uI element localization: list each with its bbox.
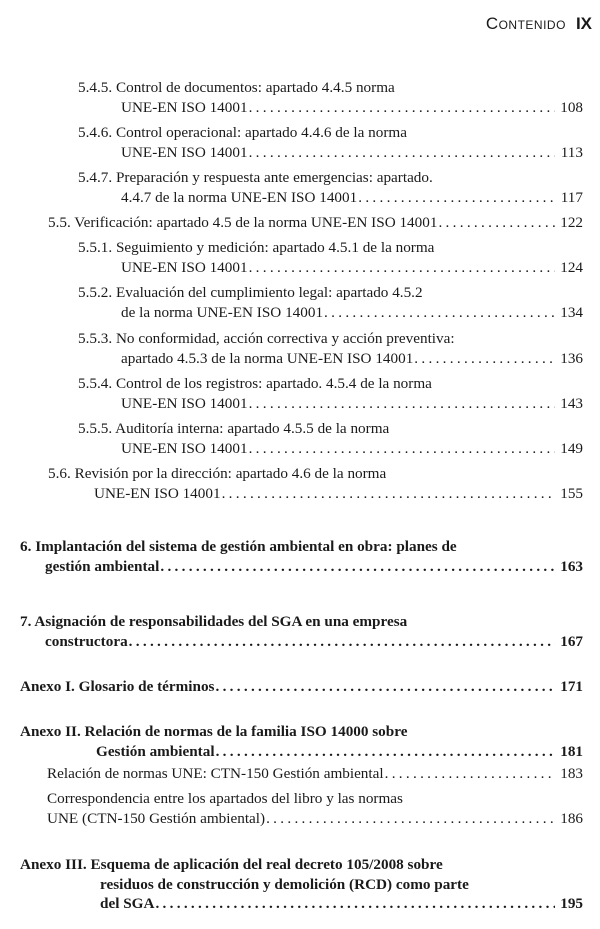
toc-entry[interactable]	[0, 612, 583, 651]
dot-leader	[324, 303, 555, 323]
dot-leader	[249, 394, 555, 414]
dot-leader	[414, 349, 555, 369]
toc-entry-text: UNE-EN ISO 14001	[121, 258, 248, 276]
toc-entry-line	[0, 677, 583, 697]
toc-entry-line	[0, 213, 583, 233]
toc-entry-line	[0, 894, 583, 914]
toc-entry-line	[0, 283, 583, 303]
toc-entry-text: constructora	[45, 632, 128, 650]
dot-leader	[249, 143, 555, 163]
toc-entry-text: 5.4.6. Control operacional: apartado 4.4.6 de la norma	[78, 124, 407, 141]
toc-entry-line	[0, 329, 583, 349]
toc-entry-text: Anexo I. Glosario de términos	[20, 678, 215, 695]
toc-entry-text: 5.5. Verificación: apartado 4.5 de la norma UNE-EN ISO 14001	[48, 214, 438, 231]
toc-entry[interactable]	[0, 78, 583, 117]
toc-entry-line	[0, 394, 583, 414]
running-header	[486, 14, 592, 34]
toc-entry[interactable]	[0, 123, 583, 162]
toc-entry-text: UNE-EN ISO 14001	[121, 439, 248, 457]
toc-page-number: 136	[560, 349, 583, 367]
toc-page-number: 171	[560, 678, 583, 695]
toc-entry[interactable]	[0, 789, 583, 828]
toc-entry-line	[0, 632, 583, 652]
toc-page-number: 181	[560, 742, 583, 760]
toc-entry-text: UNE (CTN-150 Gestión ambiental)	[47, 809, 266, 827]
dot-leader	[222, 484, 555, 504]
toc-entry[interactable]	[0, 855, 583, 914]
toc-entry[interactable]	[0, 283, 583, 322]
toc-entry-text: del SGA	[100, 895, 155, 912]
toc-entry[interactable]	[0, 677, 583, 697]
toc-page-number: 186	[560, 809, 583, 827]
toc-entry-line	[0, 557, 583, 577]
toc-entry[interactable]	[0, 537, 583, 576]
toc-page-number: 113	[560, 143, 583, 161]
toc-entry-line	[0, 419, 583, 439]
toc-entry-text: UNE-EN ISO 14001	[94, 484, 221, 502]
toc-entry-line	[0, 484, 583, 504]
dot-leader	[160, 557, 555, 577]
toc-entry-text: 5.5.1. Seguimiento y medición: apartado 4.5.1 de la norma	[78, 239, 435, 256]
toc-page-number: 117	[560, 188, 583, 206]
toc-entry-line	[0, 238, 583, 258]
toc-entry-line	[0, 78, 583, 98]
toc-entry-line	[0, 855, 583, 875]
toc-entry-text: residuos de construcción y demolición (RCD) como parte	[100, 875, 469, 893]
toc-entry-text: 5.5.4. Control de los registros: apartado. 4.5.4 de la norma	[78, 375, 432, 392]
dot-leader	[438, 213, 555, 233]
toc-entry-line	[0, 722, 583, 742]
toc-page-number: 124	[560, 258, 583, 276]
toc-entry-text: 5.6. Revisión por la dirección: apartado 4.6 de la norma	[48, 465, 387, 482]
toc-page-number: 195	[560, 895, 583, 912]
dot-leader	[129, 632, 555, 652]
toc-page-number: 149	[560, 439, 583, 457]
toc-entry[interactable]	[0, 213, 583, 233]
toc-entry-line	[0, 439, 583, 459]
toc-entry-text: 5.5.2. Evaluación del cumplimiento legal: apartado 4.5.2	[78, 284, 423, 301]
header-page-number: IX	[575, 14, 592, 33]
toc-entry-line	[0, 764, 583, 784]
toc-entry-text: de la norma UNE-EN ISO 14001	[121, 303, 324, 321]
toc-entry-line	[0, 349, 583, 369]
toc-entry-text: Correspondencia entre los apartados del libro y las normas	[47, 790, 403, 807]
toc-page-number: 155	[560, 484, 583, 502]
toc-entry-text: gestión ambiental	[45, 557, 160, 575]
dot-leader	[266, 809, 555, 829]
dot-leader	[249, 439, 555, 459]
toc-entry-text: UNE-EN ISO 14001	[121, 98, 248, 116]
toc-page-number: 108	[560, 98, 583, 116]
toc-entry-line	[0, 789, 583, 809]
toc-entry-text: Relación de normas UNE: CTN-150 Gestión ambiental	[47, 765, 384, 782]
toc-entry[interactable]	[0, 764, 583, 784]
toc-entry-line	[0, 188, 583, 208]
toc-entry[interactable]	[0, 419, 583, 458]
dot-leader	[216, 742, 555, 762]
toc-entry-text: Anexo III. Esquema de aplicación del real decreto 105/2008 sobre	[20, 856, 443, 873]
toc-entry-line	[0, 464, 583, 484]
toc-page-number: 122	[560, 214, 583, 231]
toc-entry[interactable]	[0, 238, 583, 277]
toc-entry-line	[0, 612, 583, 632]
toc-page-number: 134	[560, 303, 583, 321]
toc-entry-line	[0, 303, 583, 323]
toc-entry-text: 4.4.7 de la norma UNE-EN ISO 14001	[121, 188, 358, 206]
toc-entry-line	[0, 98, 583, 118]
toc-entry-text: 5.4.5. Control de documentos: apartado 4.4.5 norma	[78, 79, 395, 96]
toc-page-number: 167	[560, 632, 583, 650]
toc-entry-line	[0, 258, 583, 278]
dot-leader	[215, 677, 555, 697]
toc-entry-text: 5.5.5. Auditoría interna: apartado 4.5.5 de la norma	[78, 420, 390, 437]
toc-entry-text: 6. Implantación del sistema de gestión ambiental en obra: planes de	[20, 538, 457, 555]
toc-entry-line	[0, 168, 583, 188]
toc-entry[interactable]	[0, 464, 583, 503]
toc-entry-line	[0, 809, 583, 829]
toc-entry-line	[0, 123, 583, 143]
toc-entry[interactable]	[0, 329, 583, 368]
header-title: Contenido	[485, 14, 566, 33]
toc-page-number: 143	[560, 394, 583, 412]
toc-entry[interactable]	[0, 168, 583, 207]
toc-entry-text: 7. Asignación de responsabilidades del SGA en una empresa	[20, 613, 408, 630]
toc-entry-text: UNE-EN ISO 14001	[121, 394, 248, 412]
toc-entry[interactable]	[0, 722, 583, 761]
toc-page-number: 163	[560, 557, 583, 575]
dot-leader	[358, 188, 555, 208]
toc-page-number: 183	[560, 765, 583, 782]
toc-entry-text: Gestión ambiental	[96, 742, 215, 760]
toc-entry-text: 5.5.3. No conformidad, acción correctiva y acción preventiva:	[78, 330, 455, 347]
toc-entry-line	[0, 742, 583, 762]
toc-entry-line	[0, 875, 583, 895]
dot-leader	[155, 894, 555, 914]
toc-entry-line	[0, 374, 583, 394]
toc-entry-line	[0, 537, 583, 557]
dot-leader	[249, 98, 555, 118]
toc-entry-text: apartado 4.5.3 de la norma UNE-EN ISO 14001	[121, 349, 414, 367]
toc-entry-text: UNE-EN ISO 14001	[121, 143, 248, 161]
dot-leader	[249, 258, 555, 278]
toc-entry-line	[0, 143, 583, 163]
toc-entry[interactable]	[0, 374, 583, 413]
dot-leader	[385, 764, 555, 784]
toc-entry-text: 5.4.7. Preparación y respuesta ante emergencias: apartado.	[78, 169, 433, 186]
toc-entry-text: Anexo II. Relación de normas de la familia ISO 14000 sobre	[20, 723, 408, 740]
